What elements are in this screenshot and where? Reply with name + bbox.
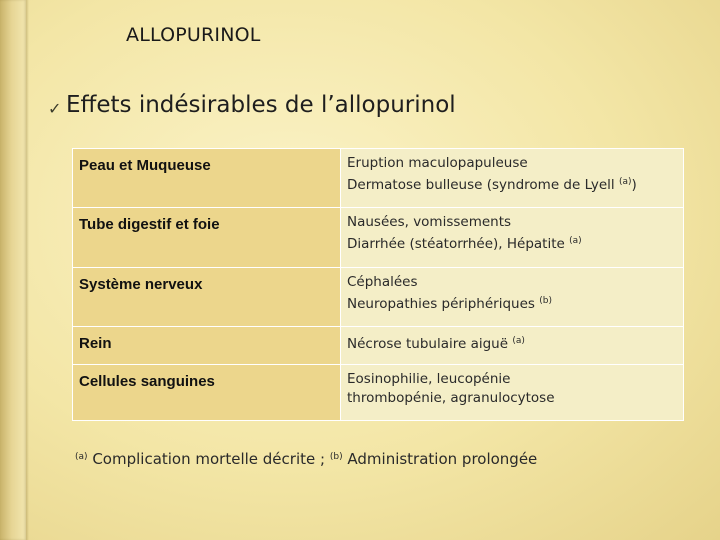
table-row	[73, 327, 684, 365]
effect-text: Nécrose tubulaire aiguë	[347, 336, 509, 353]
table-row	[73, 364, 684, 420]
effect-text: Diarrhée (stéatorrhée), Hépatite	[347, 236, 565, 253]
effect-line	[347, 154, 677, 173]
effects-cell	[341, 327, 684, 365]
effect-line	[347, 232, 677, 254]
effect-text-closing: )	[631, 177, 637, 193]
spine-edge	[26, 0, 29, 540]
effect-line	[347, 389, 677, 408]
effect-line	[347, 370, 677, 389]
footnote-marker-b: (b)	[329, 452, 343, 462]
effect-text: Eruption maculopapuleuse	[347, 155, 528, 171]
category-cell: Cellules sanguines	[73, 364, 341, 420]
effect-text: Eosinophilie, leucopénie	[347, 370, 511, 387]
effect-text: Nausées, vomissements	[347, 214, 512, 231]
effect-text: thrombopénie, agranulocytose	[347, 389, 555, 406]
effects-cell	[341, 267, 684, 326]
footnote-marker-a: (a)	[75, 452, 88, 462]
category-cell: Rein	[73, 327, 341, 365]
table-row	[73, 149, 684, 208]
effects-cell	[341, 149, 684, 208]
footnote-separator: ;	[320, 450, 326, 468]
footnote-b-text: Administration prolongée	[347, 450, 538, 468]
footnote-a-text: Complication mortelle décrite	[92, 450, 316, 468]
notebook-spine	[0, 0, 26, 540]
slide-title: ALLOPURINOL	[126, 24, 261, 46]
effect-text: Neuropathies périphériques	[347, 295, 535, 312]
effect-text: Céphalées	[347, 273, 418, 290]
adverse-effects-table	[72, 148, 684, 421]
footnote-reference: (b)	[539, 295, 552, 306]
footnote-reference: (a)	[618, 177, 632, 187]
table-row	[73, 208, 684, 267]
slide-subtitle: Effets indésirables de l’allopurinol	[66, 92, 456, 118]
footnote-reference: (a)	[569, 236, 582, 247]
effects-cell	[341, 364, 684, 420]
footnote-reference: (a)	[512, 336, 525, 347]
effect-line	[347, 213, 677, 232]
effect-line	[347, 273, 677, 292]
effect-line	[347, 332, 677, 354]
table-body	[73, 149, 684, 421]
checkmark-icon: ✓	[48, 99, 62, 118]
effect-line	[347, 292, 677, 314]
category-cell: Peau et Muqueuse	[73, 149, 341, 208]
footnote	[75, 450, 537, 468]
effects-cell	[341, 208, 684, 267]
table-row	[73, 267, 684, 326]
effect-line	[347, 173, 677, 195]
category-cell: Tube digestif et foie	[73, 208, 341, 267]
category-cell: Système nerveux	[73, 267, 341, 326]
effect-text: Dermatose bulleuse (syndrome de Lyell	[347, 177, 615, 193]
